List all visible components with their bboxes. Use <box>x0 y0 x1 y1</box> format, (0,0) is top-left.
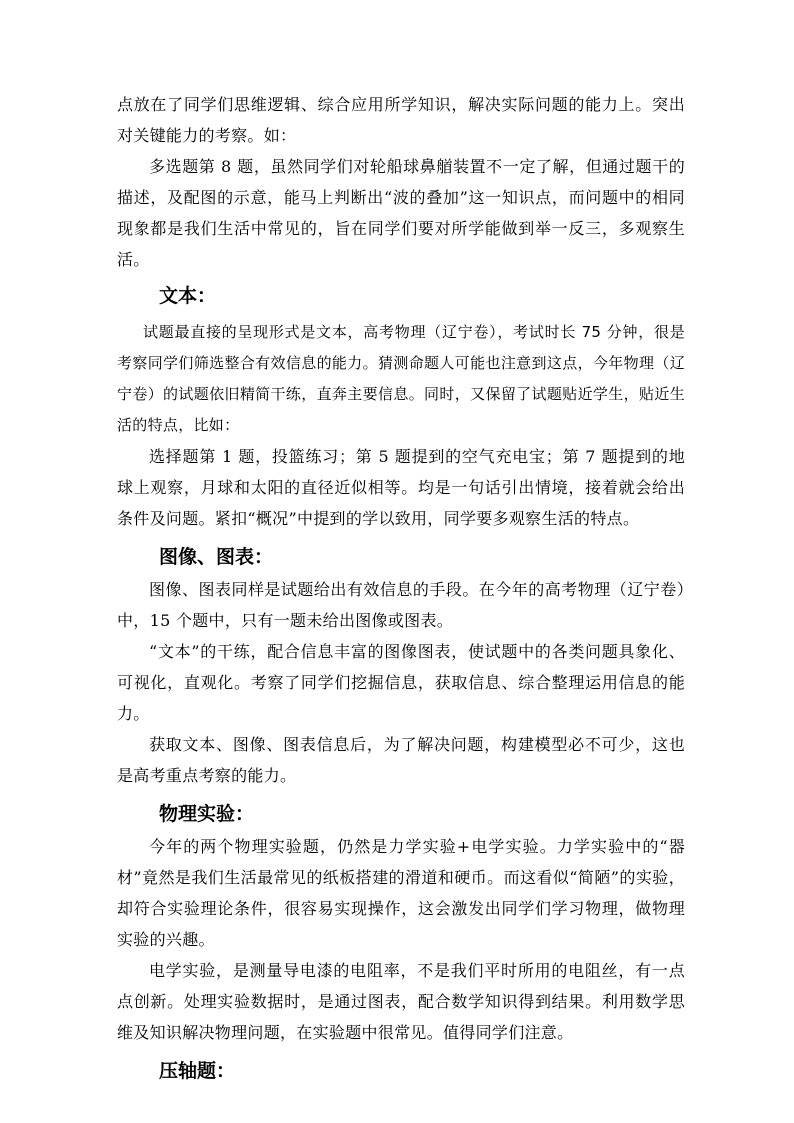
paragraph: 获取文本、图像、图表信息后，为了解决问题，构建模型必不可少，这也是高考重点考察的能力。 <box>117 735 685 785</box>
paragraph: 今年的两个物理实验题，仍然是力学实验+电学实验。力学实验中的“器材”竟然是我们生活最常见的纸板搭建的滑道和硬币。而这看似“简陋”的实验，却符合实验理论条件，很容易实现操作，这会激发出同学们学习物理，做物理实验的兴趣。 <box>117 837 685 949</box>
section-text-block <box>117 317 685 441</box>
paragraph: 点放在了同学们思维逻辑、综合应用所学知识，解决实际问题的能力上。突出对关键能力的考察。如： <box>117 95 685 145</box>
section-heading-images-charts: 图像、图表： <box>159 546 274 568</box>
paragraph: 图像、图表同样是试题给出有效信息的手段。在今年的高考物理（辽宁卷）中，15 个题中，只有一题未给出图像或图表。 <box>117 580 685 630</box>
section-heading-text: 文本： <box>159 285 217 307</box>
paragraph: 选择题第 1 题，投篮练习；第 5 题提到的空气充电宝；第 7 题提到的地球上观察，月球和太阳的直径近似相等。均是一句话引出情境，接着就会给出条件及问题。紧扣“概况”中提到的学以致用，同学要多观察生活的特点。 <box>117 447 685 528</box>
section-heading-physics-experiment: 物理实验： <box>159 803 255 825</box>
paragraph: “文本”的干练，配合信息丰富的图像图表，使试题中的各类问题具象化、可视化，直观化。考察了同学们挖掘信息，获取信息、综合整理运用信息的能力。 <box>117 642 685 723</box>
paragraph: 电学实验，是测量导电漆的电阻率，不是我们平时所用的电阻丝，有一点点创新。处理实验数据时，是通过图表，配合数学知识得到结果。利用数学思维及知识解决物理问题，在实验题中很常见。值得同学们注意。 <box>117 961 685 1042</box>
section-heading-final-question: 压轴题： <box>159 1060 236 1082</box>
document-body <box>117 89 685 1088</box>
paragraph: 试题最直接的呈现形式是文本，高考物理（辽宁卷），考试时长 75 分钟，很是考察同学们筛选整合有效信息的能力。猜测命题人可能也注意到这点，今年物理（辽宁卷）的试题依旧精简干练，直奔主要信息。同时，又保留了试题贴近学生，贴近生活的特点，比如： <box>117 323 685 434</box>
paragraph: 多选题第 8 题，虽然同学们对轮船球鼻艏装置不一定了解，但通过题干的描述，及配图的示意，能马上判断出“波的叠加”这一知识点，而问题中的相同现象都是我们生活中常见的，旨在同学们要对所学能做到举一反三，多观察生活。 <box>117 157 685 269</box>
